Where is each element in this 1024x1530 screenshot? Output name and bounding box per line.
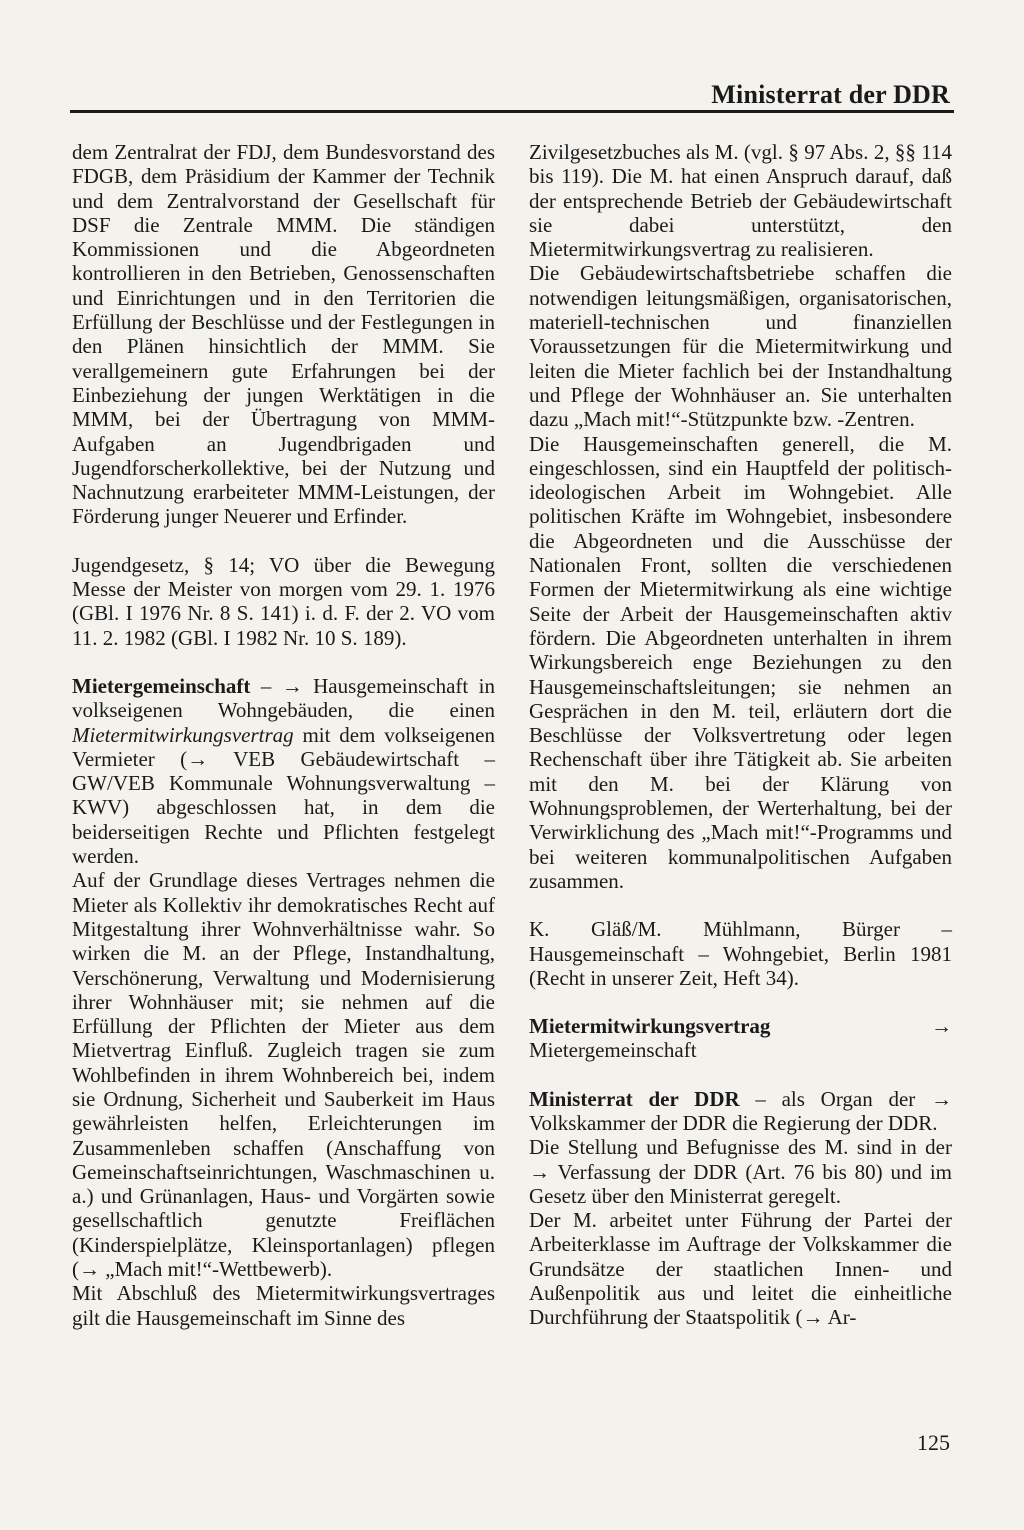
mietergemeinschaft-paragraph: Zivilgesetzbuches als M. (vgl. § 97 Abs. 2, §§ 114 bis 119). Die M. hat einen Anspruch darauf, daß der entsprechende Betrieb der Gebäudewirtschaft sie dabei unterstützt, den Mietermitwirkungsvertrag zu realisieren. [529,140,952,262]
mietergemeinschaft-references: K. Gläß/M. Mühlmann, Bürger – Hausgemeinschaft – Wohngebiet, Berlin 1981 (Recht in unserer Zeit, Heft 34). [529,917,952,990]
entry-mietergemeinschaft [72,674,495,868]
entry-term-ministerrat: Ministerrat der DDR [529,1086,740,1111]
entry-definition-part: mit dem volkseigenen Vermieter (→ VEB Gebäudewirtschaft – GW/VEB Kommunale Wohnungsverwaltung – KWV) abgeschlossen hat, in dem die beiderseitigen Rechte und Pflichten festgelegt werden. [72,722,495,869]
ministerrat-paragraph: Die Stellung und Befugnisse des M. sind in der → Verfassung der DDR (Art. 76 bis 80) und im Gesetz über den Ministerrat geregelt. [529,1135,952,1208]
entry-definition-italic: Mietermitwirkungsvertrag [72,722,294,747]
left-column [72,140,495,1330]
entry-mietermitwirkungsvertrag [529,1014,952,1063]
entry-term-mietermitwirkungsvertrag: Mietermitwirkungsvertrag [529,1014,771,1039]
entry-term-mietergemeinschaft: Mietergemeinschaft [72,673,251,698]
mietergemeinschaft-paragraph: Die Hausgemeinschaften generell, die M. eingeschlossen, sind ein Hauptfeld der politisch-ideologischen Arbeit im Wohngebiet. Alle politischen Kräfte im Wohngebiet, insbesondere die Abgeordneten und die Ausschüsse der Nationalen Front, sollten die verschiedenen Formen der Mietermitwirkung als eine wichtige Seite der Arbeit der Hausgemeinschaften aktiv fördern. Die Abgeordneten unterhalten in ihrem Wirkungsbereich enge Beziehungen zu den Hausgemeinschaftsleitungen; sie nehmen an Gesprächen in den M. teil, erläutern dort die Beschlüsse der Volksvertretung oder legen Rechenschaft über ihre Tätigkeit ab. Sie arbeiten mit den M. bei der Klärung von Wohnungsproblemen, der Werterhaltung, bei der Verwirklichung des „Mach mit!“-Programms und bei weiteren kommunalpolitischen Aufgaben zusammen. [529,431,952,893]
running-header-title: Ministerrat der DDR [711,80,950,109]
mietergemeinschaft-paragraph: Mit Abschluß des Mietermitwirkungsvertrages gilt die Hausgemeinschaft im Sinne des [72,1281,495,1330]
mmm-references: Jugendgesetz, § 14; VO über die Bewegung Messe der Meister von morgen vom 29. 1. 1976 (GBl. I 1976 Nr. 8 S. 141) i. d. F. der 2. VO vom 11. 2. 1982 (GBl. I 1982 Nr. 10 S. 189). [72,552,495,650]
mietergemeinschaft-paragraph: Auf der Grundlage dieses Vertrages nehmen die Mieter als Kollektiv ihr demokratisches Recht auf Mitgestaltung ihrer Wohnverhältnisse wahr. So wirken die M. an der Pflege, Instandhaltung, Verschönerung, Verwaltung und Modernisierung ihrer Wohnhäuser mit; sie nehmen auf die Erfüllung der Pflichten der Mieter aus dem Mietvertrag Einfluß. Zugleich tragen sie zum Wohlbefinden in ihrem Wohnbereich bei, indem sie Ordnung, Sicherheit und Sauberkeit im Haus gewährleisten helfen, Erleichterungen im Zusammenleben schaffen (Anschaffung von Gemeinschaftseinrichtungen, Waschmaschinen u. a.) und Grünanlagen, Haus- und Vorgärten sowie gesellschaftlich genutzte Freiflächen (Kinderspielplätze, Kleinsportanlagen) pflegen (→ „Mach mit!“-Wettbewerb). [72,868,495,1282]
entry-cross-reference: → Mietergemeinschaft [529,1014,952,1063]
header-rule [70,110,954,113]
ministerrat-paragraph: Der M. arbeitet unter Führung der Partei der Arbeiterklasse im Auftrage der Volkskammer die Grundsätze der staatlichen Innen- und Außenpolitik aus und leitet die einheitliche Durchführung der Staatspolitik (→ Ar- [529,1208,952,1330]
page-number: 125 [917,1430,950,1455]
entry-definition-part: – → Hausgemeinschaft in volkseigenen Wohngebäuden, die einen [72,673,495,723]
mietergemeinschaft-paragraph: Die Gebäudewirtschaftsbetriebe schaffen die notwendigen leitungsmäßigen, organisatorischen, materiell-technischen und finanziellen Voraussetzungen für die Mietermitwirkung und leiten die Mieter fachlich bei der Instandhaltung und Pflege der Wohnhäuser an. Sie unterhalten dazu „Mach mit!“-Stützpunkte bzw. -Zentren. [529,261,952,432]
entry-definition-part: – als Organ der → Volkskammer der DDR die Regierung der DDR. [529,1086,952,1135]
mmm-paragraph-continued: dem Zentralrat der FDJ, dem Bundesvorstand des FDGB, dem Präsidium der Kammer der Technik und dem Zentralvorstand der Gesellschaft für DSF die Zentrale MMM. Die ständigen Kommissionen und die Abgeordneten kontrollieren in den Betrieben, Genossenschaften und Einrichtungen und in den Territorien die Erfüllung der Beschlüsse und der Festlegungen in den Plänen hinsichtlich der MMM. Sie verallgemeinern gute Erfahrungen bei der Einbeziehung der jungen Werktätigen in die MMM, bei der Übertragung von MMM-Aufgaben an Jugendbrigaden und Jugendforscherkollektive, bei der Nutzung und Nachnutzung erarbeiteter MMM-Leistungen, der Förderung junger Neuerer und Erfinder. [72,140,495,529]
entry-ministerrat [529,1087,952,1136]
right-column [529,140,952,1330]
